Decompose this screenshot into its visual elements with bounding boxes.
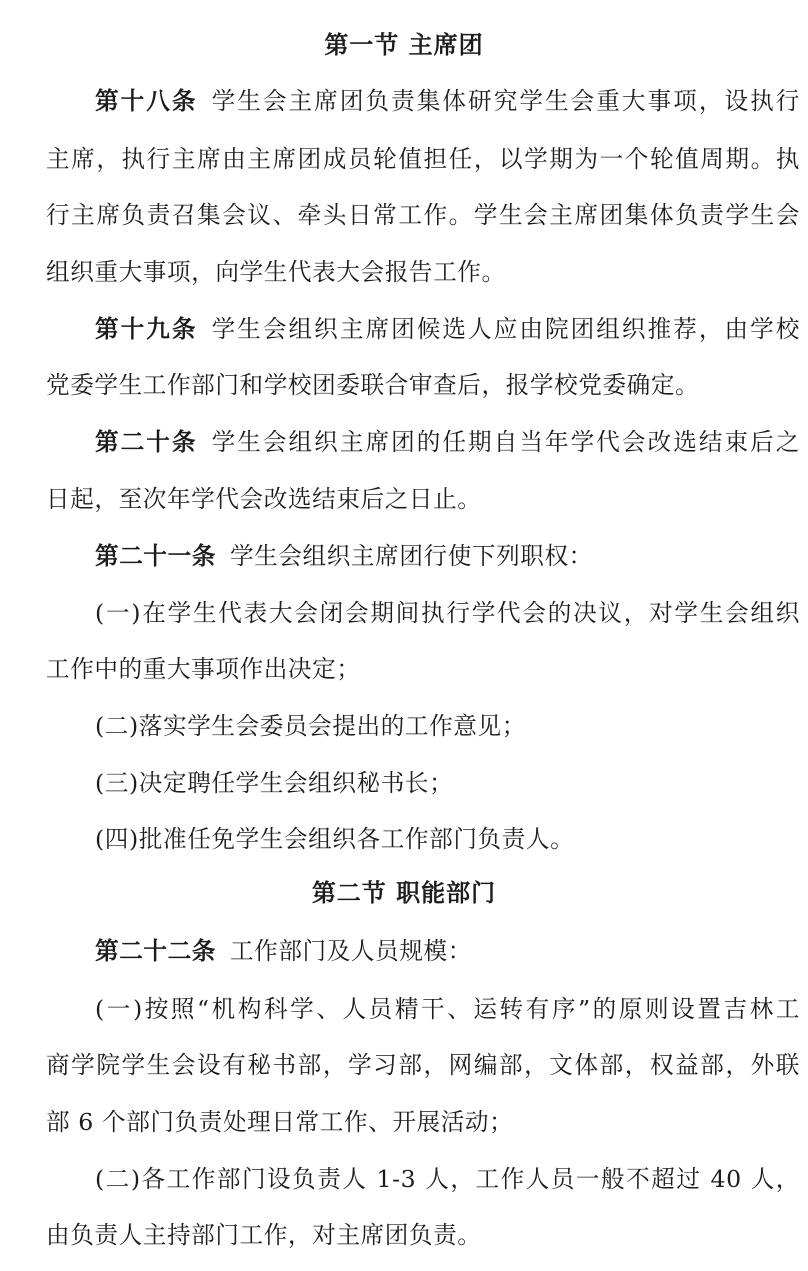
article-19-line-1: 第十九条 学生会组织主席团候选人应由院团组织推荐，由学校 bbox=[95, 315, 800, 343]
article-21-item-3: (三)决定聘任学生会组织秘书长； bbox=[95, 769, 454, 797]
article-18-label: 第十八条 bbox=[95, 87, 198, 115]
article-22-line-1: 第二十二条 工作部门及人员规模： bbox=[95, 937, 472, 965]
article-21-item-2: (二)落实学生会委员会提出的工作意见； bbox=[95, 712, 526, 740]
article-21-label: 第二十一条 bbox=[95, 542, 216, 570]
article-19-line-2: 党委学生工作部门和学校团委联合审查后，报学校党委确定。 bbox=[46, 371, 700, 399]
article-21-item-4: (四)批准任免学生会组织各工作部门负责人。 bbox=[95, 825, 575, 853]
section-2-title: 第二节 职能部门 bbox=[311, 879, 497, 907]
article-21-item-1-cont: 工作中的重大事项作出决定； bbox=[46, 655, 361, 683]
article-22-item-1-cont-2: 部 6 个部门负责处理日常工作、开展活动； bbox=[46, 1108, 514, 1136]
article-22-item-1-cont-1: 商学院学生会设有秘书部，学习部，网编部，文体部，权益部，外联 bbox=[46, 1051, 800, 1079]
article-20-line-2: 日起，至次年学代会改选结束后之日止。 bbox=[46, 485, 482, 513]
article-18-line-4: 组织重大事项，向学生代表大会报告工作。 bbox=[46, 258, 506, 286]
article-19-label: 第十九条 bbox=[95, 315, 198, 343]
article-22-item-2-cont: 由负责人主持部门工作，对主席团负责。 bbox=[46, 1221, 482, 1249]
article-20-label: 第二十条 bbox=[95, 428, 198, 456]
article-21-item-1: (一)在学生代表大会闭会期间执行学代会的决议，对学生会组织 bbox=[95, 599, 800, 627]
article-20-line-1: 第二十条 学生会组织主席团的任期自当年学代会改选结束后之 bbox=[95, 428, 800, 456]
article-22-item-2: (二)各工作部门设负责人 1-3 人，工作人员一般不超过 40 人， bbox=[95, 1165, 800, 1193]
article-18-line-3: 行主席负责召集会议、牵头日常工作。学生会主席团集体负责学生会 bbox=[46, 201, 800, 229]
article-22-label: 第二十二条 bbox=[95, 937, 216, 965]
article-22-item-1: (一)按照“机构科学、人员精干、运转有序”的原则设置吉林工 bbox=[95, 995, 800, 1023]
article-18-line-2: 主席，执行主席由主席团成员轮值担任，以学期为一个轮值周期。执 bbox=[46, 145, 800, 173]
article-18-line-1: 第十八条 学生会主席团负责集体研究学生会重大事项，设执行 bbox=[95, 87, 800, 115]
section-1-title: 第一节 主席团 bbox=[324, 31, 484, 59]
article-21-line-1: 第二十一条 学生会组织主席团行使下列职权： bbox=[95, 542, 593, 570]
